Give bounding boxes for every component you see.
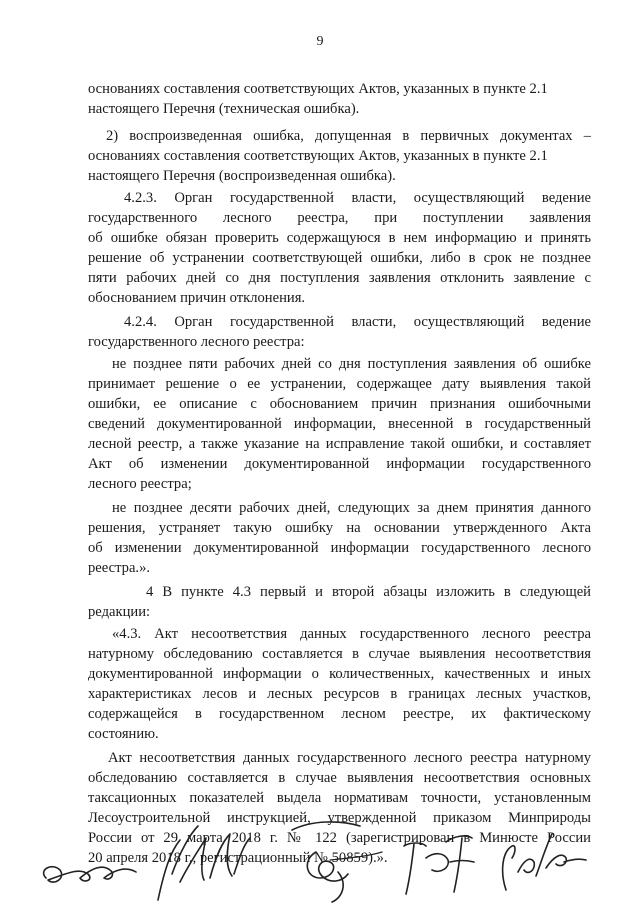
text-line: настоящего Перечня (техническая ошибка). bbox=[88, 101, 360, 117]
text-line: натурному обследованию составляется в случае выявления несоответствия bbox=[88, 646, 591, 662]
text-line: состоянию. bbox=[88, 726, 159, 742]
text-line: государственного лесного реестра, при поступлении заявления bbox=[88, 210, 591, 226]
text-line: содержащейся в государственном лесном реестре, их фактическому bbox=[88, 706, 591, 722]
text-line: основаниях составления соответствующих Актов, указанных в пункте 2.1 bbox=[88, 148, 548, 164]
text-line: не позднее десяти рабочих дней, следующих за днем принятия данного bbox=[112, 500, 591, 516]
text-line: Акт об изменении документированной информации государственного bbox=[88, 456, 591, 472]
text-line: лесного реестра; bbox=[88, 476, 192, 492]
text-line: таксационных показателей выдела нормативам точности, установленным bbox=[88, 790, 591, 806]
text-line: России от 29 марта 2018 г. № 122 (зарегистрирован в Минюсте России bbox=[88, 830, 591, 846]
text-line: характеристиках лесов и лесных ресурсов в границах лесных участков, bbox=[88, 686, 591, 702]
text-line: Акт несоответствия данных государственного лесного реестра натурному bbox=[108, 750, 591, 766]
signatures bbox=[30, 812, 610, 904]
text-line: обследованию составляется в случае выявления несоответствия основных bbox=[88, 770, 591, 786]
text-line: обоснованием причин отклонения. bbox=[88, 290, 306, 306]
text-line: документированной информации о количественных, качественных и иных bbox=[88, 666, 591, 682]
text-line: ошибки, ее описание с обоснованием причин признания ошибочными bbox=[88, 396, 591, 412]
registration-strikeout bbox=[330, 852, 382, 860]
text-line: сведений документированной информации, внесенной в государственный bbox=[88, 416, 591, 432]
text-line: решения, устраняет такую ошибку на основании утвержденного Акта bbox=[88, 520, 591, 536]
text-line: лесной реестр, а также указание на исправление такой ошибки, и составляет bbox=[88, 436, 591, 452]
text-line: пяти рабочих дней со дня поступления заявления отклонить заявление с bbox=[88, 270, 591, 286]
text-line: принимает решение о ее устранении, содержащее дату выявления такой bbox=[88, 376, 591, 392]
text-line: государственного лесного реестра: bbox=[88, 334, 305, 350]
signature-4 bbox=[404, 836, 474, 894]
handwritten-signatures bbox=[30, 812, 610, 904]
text-line: «4.3. Акт несоответствия данных государственного лесного реестра bbox=[112, 626, 591, 642]
text-line: решение об устранении соответствующей ошибки, либо в срок не позднее bbox=[88, 250, 591, 266]
signature-1 bbox=[44, 867, 136, 882]
text-line: настоящего Перечня (воспроизведенная ошибка). bbox=[88, 168, 396, 184]
text-line: редакции: bbox=[88, 604, 151, 620]
page-number: 9 bbox=[316, 34, 324, 49]
signature-5 bbox=[503, 834, 586, 890]
text-line: об ошибке обязан проверить содержащуюся в нем информацию и принять bbox=[88, 230, 591, 246]
text-line: 20 апреля 2018 г., регистрационный № 50859).». bbox=[88, 850, 388, 866]
text-line: Лесоустроительной инструкцией, утвержденной приказом Минприроды bbox=[88, 810, 591, 826]
signature-2 bbox=[158, 826, 250, 900]
text-line: реестра.». bbox=[88, 560, 151, 576]
text-line: 4.2.4. Орган государственной власти, осуществляющий ведение bbox=[124, 314, 591, 330]
text-line: 2) воспроизведенная ошибка, допущенная в первичных документах – bbox=[106, 128, 591, 144]
text-line: об изменении документированной информации государственного лесного bbox=[88, 540, 591, 556]
signature-3 bbox=[292, 822, 360, 902]
text-line: основаниях составления соответствующих Актов, указанных в пункте 2.1 bbox=[88, 81, 548, 97]
text-line: не позднее пяти рабочих дней со дня поступления заявления об ошибке bbox=[112, 356, 591, 372]
text-line: 4.2.3. Орган государственной власти, осуществляющий ведение bbox=[124, 190, 591, 206]
text-line: 4 В пункте 4.3 первый и второй абзацы изложить в следующей bbox=[146, 584, 591, 600]
